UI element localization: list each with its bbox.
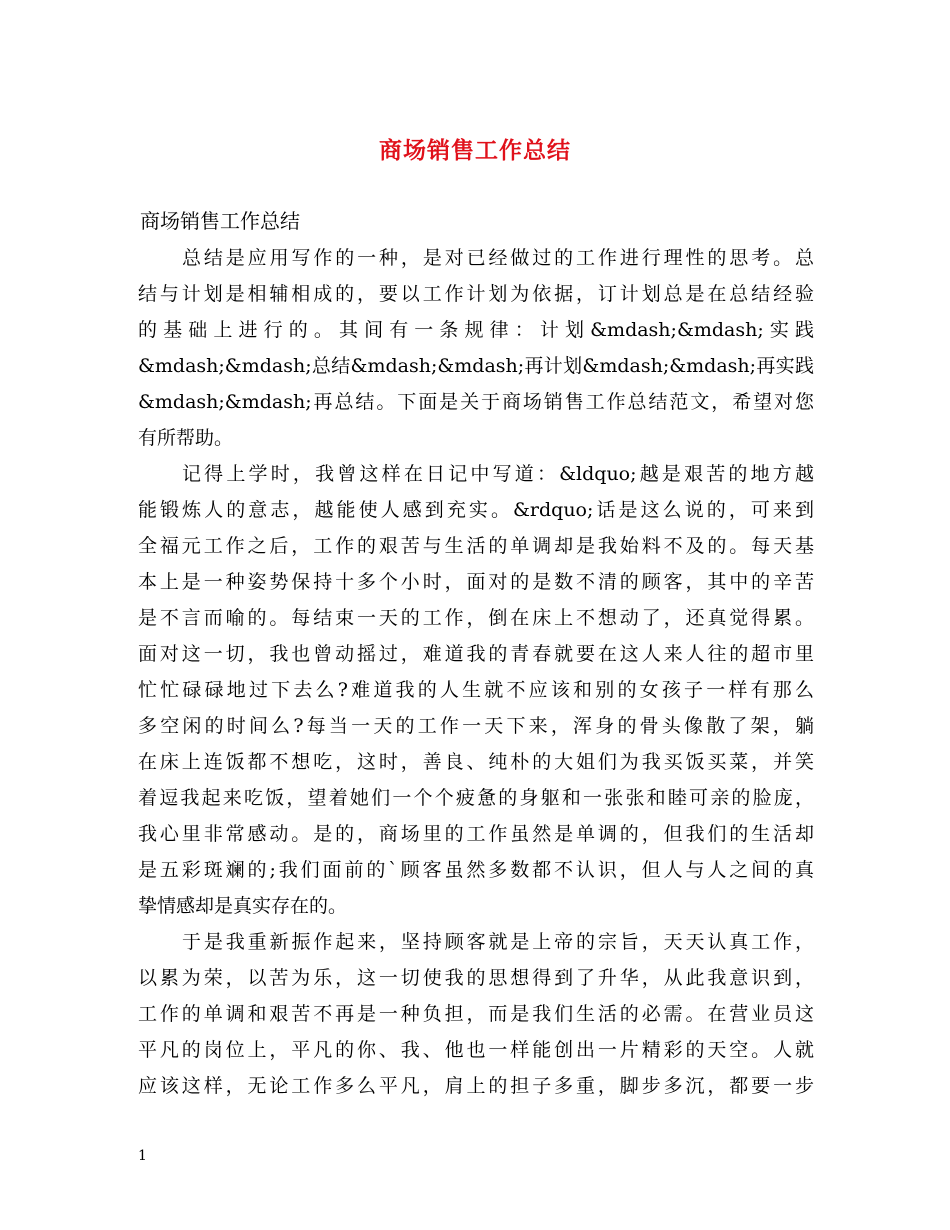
text-line: 能锻炼人的意志，越能使人感到充实。&rdquo;话是这么说的，可来到 [138, 499, 814, 521]
text-line: 挚情感却是真实存在的。 [138, 895, 348, 917]
text-line: 忙忙碌碌地过下去么?难道我的人生就不应该和别的女孩子一样有那么 [138, 679, 814, 701]
text-line: 以累为荣，以苦为乐，这一切使我的思想得到了升华，从此我意识到， [138, 967, 814, 989]
text-line: 着逗我起来吃饭，望着她们一个个疲惫的身躯和一张张和睦可亲的脸庞， [138, 787, 814, 809]
text-line: 全福元工作之后，工作的艰苦与生活的单调却是我始料不及的。每天基 [138, 535, 814, 557]
text-line: 的基础上进行的。其间有一条规律：计划&mdash;&mdash;实践 [138, 319, 814, 341]
text-line: 我心里非常感动。是的，商场里的工作虽然是单调的，但我们的生活却 [138, 823, 814, 845]
text-line: 总结是应用写作的一种，是对已经做过的工作进行理性的思考。总 [182, 247, 814, 269]
text-line: &mdash;&mdash;再总结。下面是关于商场销售工作总结范文，希望对您 [138, 391, 814, 413]
document-title: 商场销售工作总结 [379, 138, 571, 164]
document-subtitle: 商场销售工作总结 [140, 209, 300, 233]
text-line: 在床上连饭都不想吃，这时，善良、纯朴的大姐们为我买饭买菜，并笑 [138, 751, 814, 773]
text-line: 记得上学时，我曾这样在日记中写道：&ldquo;越是艰苦的地方越 [182, 463, 814, 485]
text-line: 于是我重新振作起来，坚持顾客就是上帝的宗旨，天天认真工作， [182, 931, 814, 953]
text-line: 本上是一种姿势保持十多个小时，面对的是数不清的顾客，其中的辛苦 [138, 571, 814, 593]
text-line: 工作的单调和艰苦不再是一种负担，而是我们生活的必需。在营业员这 [138, 1003, 814, 1025]
text-line: &mdash;&mdash;总结&mdash;&mdash;再计划&mdash;&mdash;再实践 [138, 355, 814, 377]
text-line: 结与计划是相辅相成的，要以工作计划为依据，订计划总是在总结经验 [138, 283, 814, 305]
text-line: 是五彩斑斓的;我们面前的`顾客虽然多数都不认识，但人与人之间的真 [138, 859, 814, 881]
text-line: 多空闲的时间么?每当一天的工作一天下来，浑身的骨头像散了架，躺 [138, 715, 814, 737]
text-line: 有所帮助。 [138, 427, 234, 449]
text-line: 面对这一切，我也曾动摇过，难道我的青春就要在这人来人往的超市里 [138, 643, 814, 665]
text-line: 是不言而喻的。每结束一天的工作，倒在床上不想动了，还真觉得累。 [138, 607, 814, 629]
text-line: 平凡的岗位上，平凡的你、我、他也一样能创出一片精彩的天空。人就 [138, 1039, 814, 1061]
page-number: 1 [138, 1148, 147, 1164]
text-line: 应该这样，无论工作多么平凡，肩上的担子多重，脚步多沉，都要一步 [138, 1075, 814, 1097]
